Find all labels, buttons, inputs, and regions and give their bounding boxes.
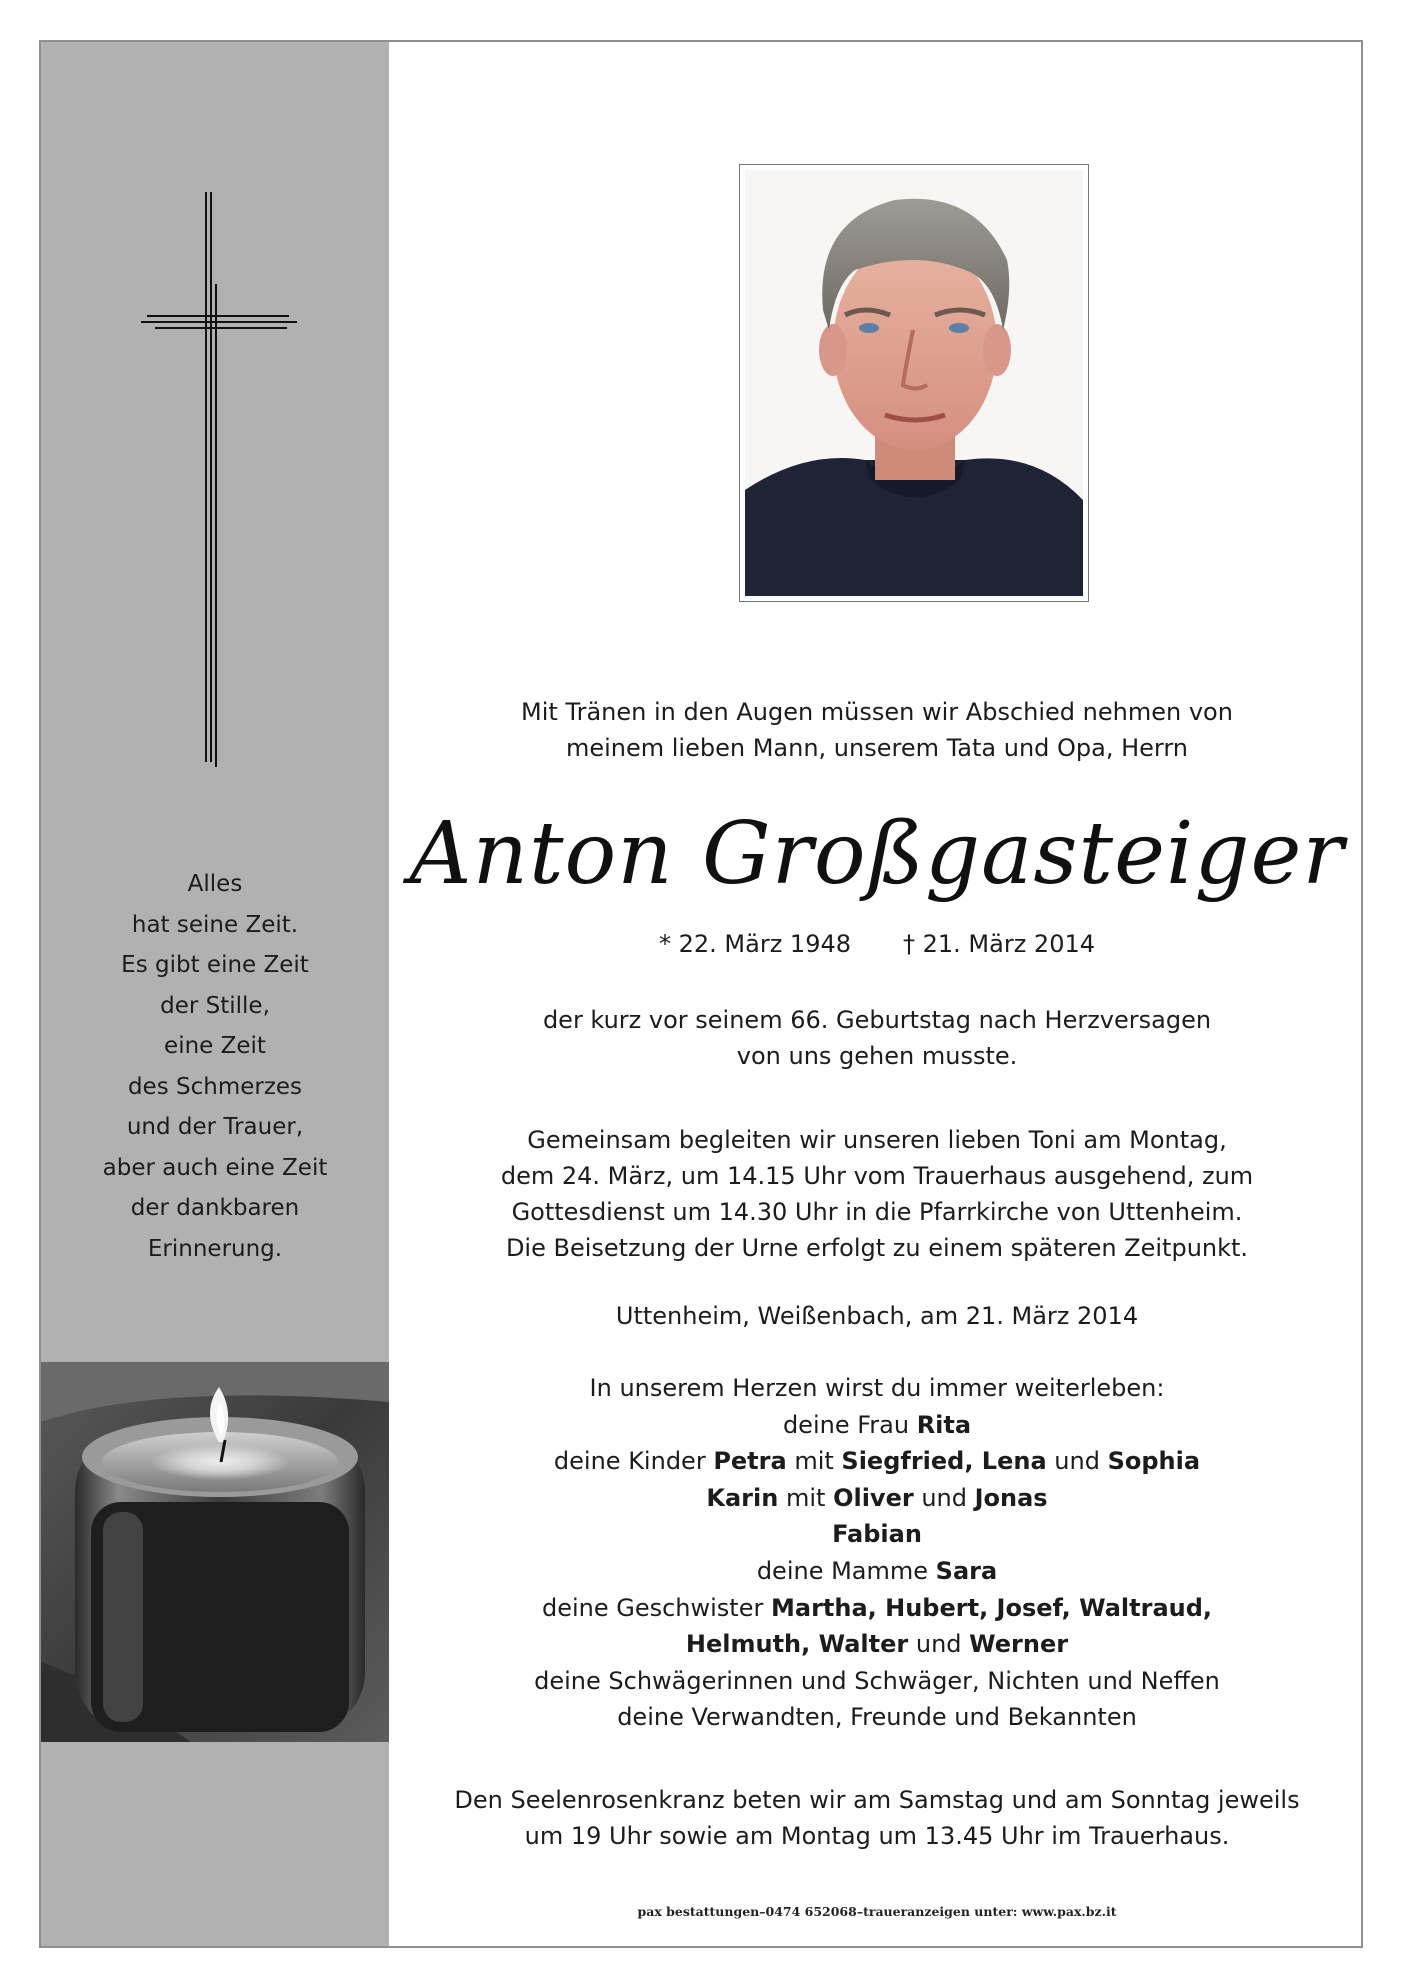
quote-line: Erinnerung. [147,1235,283,1262]
rosary-line: um 19 Uhr sowie am Montag um 13.45 Uhr im Trauerhaus. [524,1822,1230,1850]
mourner-line: deine Verwandten, Freunde und Bekannten [617,1703,1137,1732]
info-line: Die Beisetzung der Urne erfolgt zu einem späteren Zeitpunkt. [505,1234,1249,1262]
mourners-intro: In unserem Herzen wirst du immer weiterleben: [589,1374,1165,1402]
quote-line: hat seine Zeit. [131,911,299,938]
quote-line: Alles [187,871,243,897]
intro-line: meinem lieben Mann, unserem Tata und Opa, Herrn [565,734,1189,762]
rosary-info [389,1782,1365,1854]
info-line: Gottesdienst um 14.30 Uhr in die Pfarrkirche von Uttenheim. [511,1198,1243,1226]
mourner-line: Helmuth, Walter und Werner [685,1630,1069,1659]
quote-line: eine Zeit [164,1033,266,1059]
intro-text [389,694,1365,766]
mourner-line: deine Schwägerinnen und Schwäger, Nichten und Neffen [534,1666,1220,1695]
quote-line: aber auch eine Zeit [102,1154,328,1181]
place-date: Uttenheim, Weißenbach, am 21. März 2014 [615,1302,1139,1330]
deceased-name: Anton Großgasteiger [409,804,1345,904]
mourner-line: deine Mamme Sara [756,1556,998,1585]
candle-image [41,1362,389,1742]
info-line: Gemeinsam begleiten wir unseren lieben Toni am Montag, [527,1126,1227,1154]
quote-line: der dankbaren [130,1195,300,1221]
cross-icon [129,192,309,772]
info-line: der kurz vor seinem 66. Geburtstag nach Herzversagen [542,1006,1212,1034]
portrait-photo [745,170,1083,596]
mourner-line: deine Frau Rita [782,1410,972,1439]
mourner-line: deine Geschwister Martha, Hubert, Josef, Waltraud, [541,1593,1213,1622]
quote-line: des Schmerzes [127,1073,303,1100]
mourner-line: Fabian [832,1520,922,1549]
rosary-line: Den Seelenrosenkranz beten wir am Samstag und am Sonntag jeweils [454,1786,1300,1814]
life-dates [389,926,1365,962]
mourner-line: Karin mit Oliver und Jonas [706,1483,1048,1512]
mourners-list [389,1370,1365,1736]
footer-text: pax bestattungen–0474 652068–traueranzeigen unter: www.pax.bz.it [637,1904,1117,1919]
main-content [389,42,1361,1946]
sidebar-panel [41,42,389,1946]
birth-date: * 22. März 1948 [658,930,851,958]
info-line: von uns gehen musste. [736,1042,1018,1070]
quote-line: und der Trauer, [126,1114,304,1140]
obituary-card [39,40,1363,1948]
info-line: dem 24. März, um 14.15 Uhr vom Trauerhaus ausgehend, zum [500,1162,1254,1190]
quote-line: der Stille, [160,992,270,1019]
death-date: † 21. März 2014 [903,930,1096,958]
sidebar-quote [41,864,389,1269]
intro-line: Mit Tränen in den Augen müssen wir Abschied nehmen von [521,698,1233,726]
mourner-line: deine Kinder Petra mit Siegfried, Lena und Sophia [553,1447,1201,1476]
portrait-frame [739,164,1089,602]
funeral-info [389,1122,1365,1266]
death-info [389,1002,1365,1074]
quote-line: Es gibt eine Zeit [121,952,309,978]
